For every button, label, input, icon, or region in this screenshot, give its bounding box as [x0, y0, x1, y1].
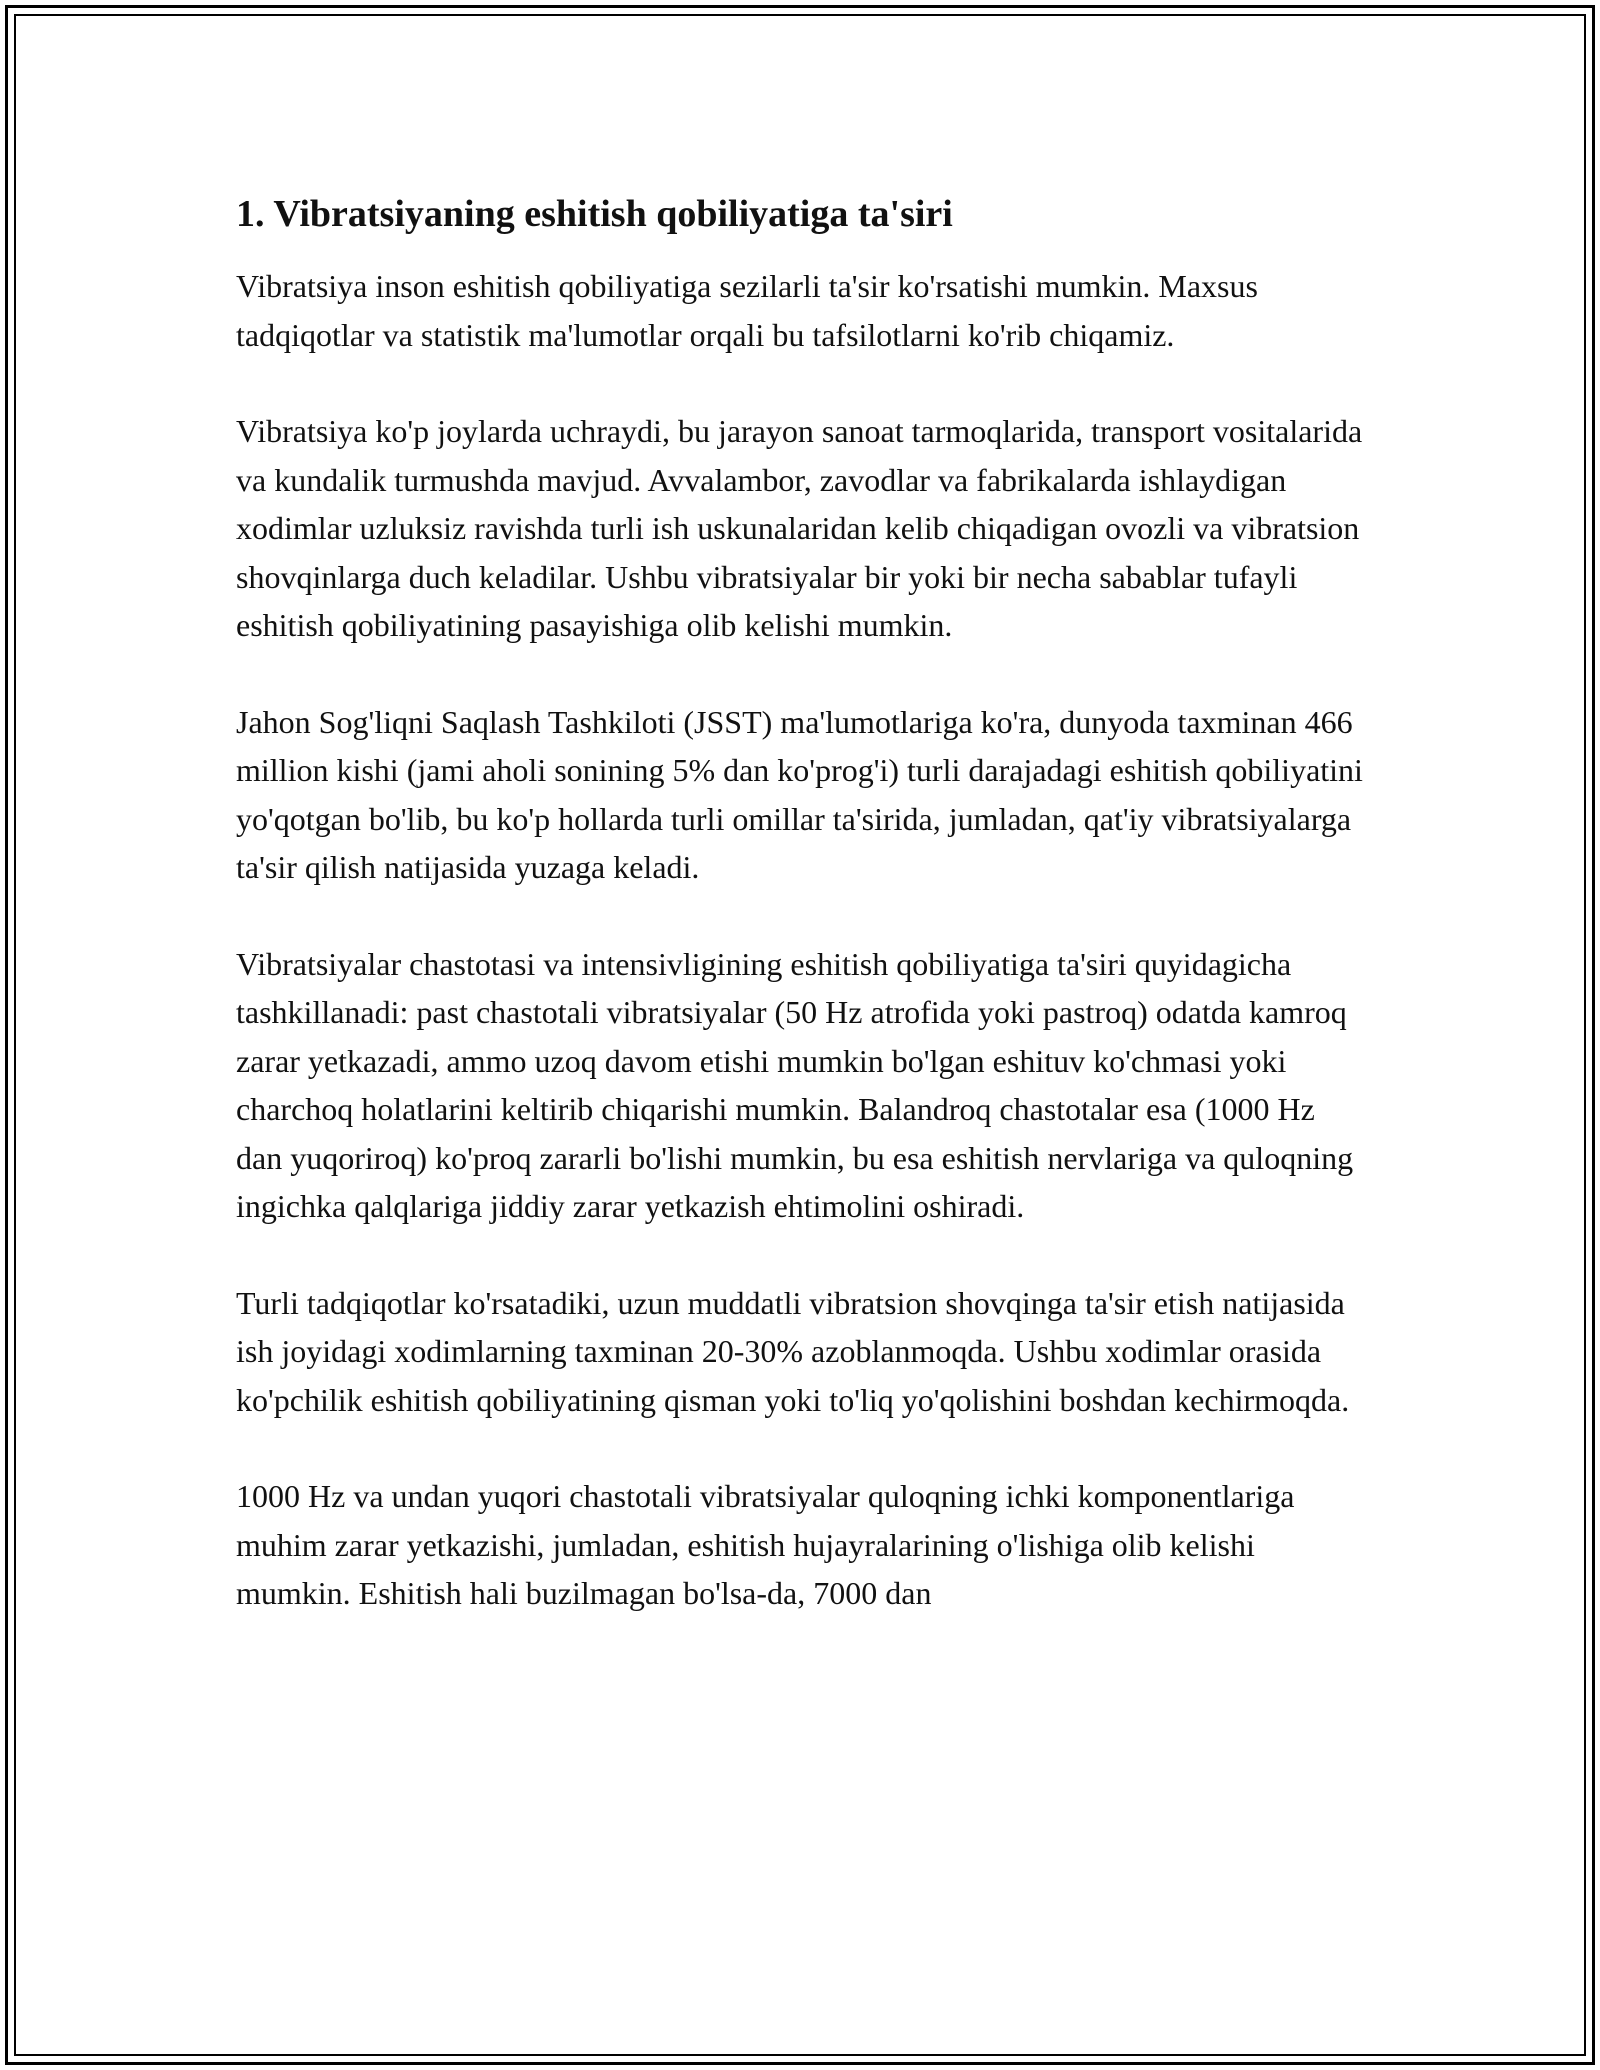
paragraph-high-frequency: 1000 Hz va undan yuqori chastotali vibratsiyalar quloqning ichki komponentlariga muhim zarar yetkazishi, jumladan, eshitish hujayralarining o'lishiga olib kelishi mumkin. Eshitish hali buzilmagan bo'lsa-da, 7000 dan: [236, 1478, 1295, 1611]
paragraph-research-findings: Turli tadqiqotlar ko'rsatadiki, uzun muddatli vibratsion shovqinga ta'sir etish natijasida ish joyidagi xodimlarning taxminan 20-30% azoblanmoqda. Ushbu xodimlar orasida ko'pchilik eshitish qobiliyatining qisman yoki to'liq yo'qolishini boshdan kechirmoqda.: [236, 1284, 1350, 1418]
paragraph-intro: Vibratsiya inson eshitish qobiliyatiga sezilarli ta'sir ko'rsatishi mumkin. Maxsus tadqiqotlar va statistik ma'lumotlar orqali bu tafsilotlarni ko'rib chiqamiz.: [236, 268, 1258, 353]
document-body: [236, 188, 1366, 1666]
section-heading: 1. Vibratsiyaning eshitish qobiliyatiga ta'siri: [236, 193, 953, 235]
paragraph-sources: Vibratsiya ko'p joylarda uchraydi, bu jarayon sanoat tarmoqlarida, transport vositalarida va kundalik turmushda mavjud. Avvalambor, zavodlar va fabrikalarda ishlaydigan xodimlar uzluksiz ravishda turli ish uskunalaridan kelib chiqadigan ovozli va vibratsion shovqinlarga duch keladilar. Ushbu vibratsiyalar bir yoki bir necha sabablar tufayli eshitish qobiliyatining pasayishiga olib kelishi mumkin.: [236, 413, 1363, 643]
paragraph-who-statistics: Jahon Sog'liqni Saqlash Tashkiloti (JSST) ma'lumotlariga ko'ra, dunyoda taxminan 466 million kishi (jami aholi sonining 5% dan ko'prog'i) turli darajadagi eshitish qobiliyatini yo'qotgan bo'lib, bu ko'p hollarda turli omillar ta'sirida, jumladan, qat'iy vibratsiyalarga ta'sir qilish natijasida yuzaga keladi.: [236, 703, 1363, 885]
paragraph-frequency-effects: Vibratsiyalar chastotasi va intensivligining eshitish qobiliyatiga ta'siri quyidagicha tashkillanadi: past chastotali vibratsiyalar (50 Hz atrofida yoki pastroq) odatda kamroq zarar yetkazadi, ammo uzoq davom etishi mumkin bo'lgan eshituv ko'chmasi yoki charchoq holatlarini keltirib chiqarishi mumkin. Balandroq chastotalar esa (1000 Hz dan yuqoriroq) ko'proq zararli bo'lishi mumkin, bu esa eshitish nervlariga va quloqning ingichka qalqlariga jiddiy zarar yetkazish ehtimolini oshiradi.: [236, 945, 1354, 1224]
